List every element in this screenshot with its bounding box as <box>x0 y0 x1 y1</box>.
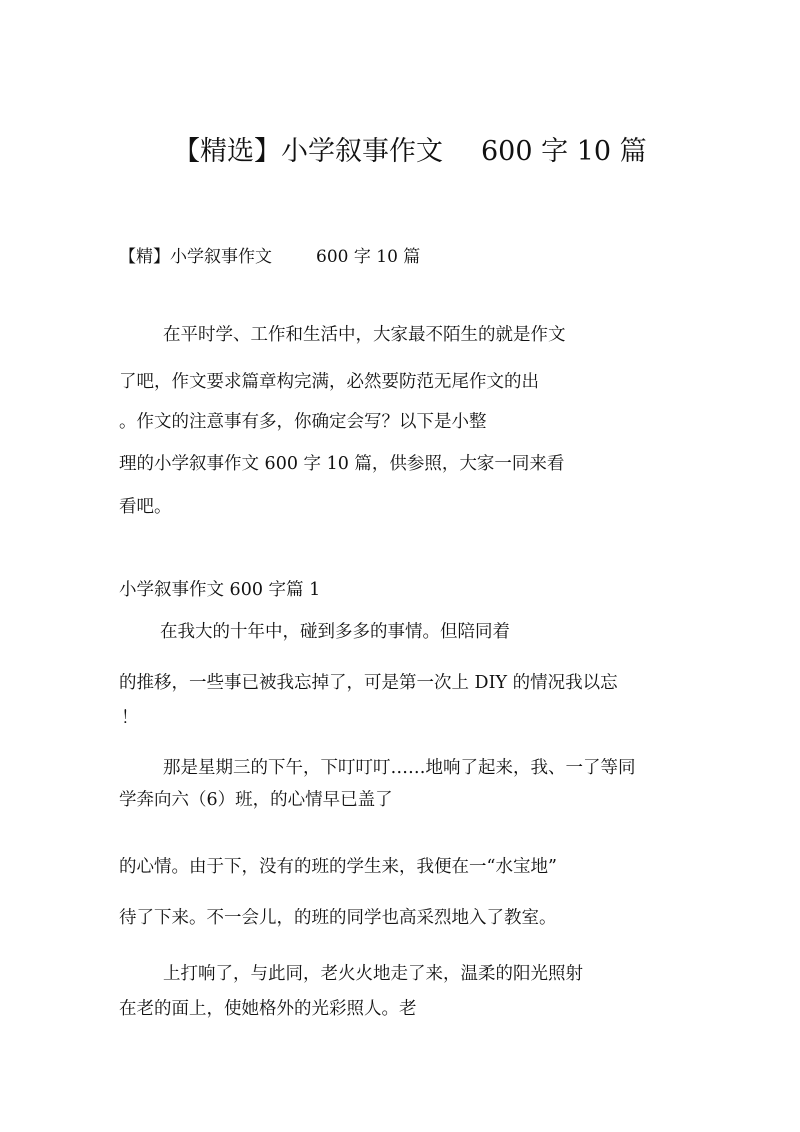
story-line: 在我大的十年中，碰到多多的事情。但陪同着 <box>160 622 510 642</box>
subtitle-text: 【精】小学叙事作文 <box>119 247 272 267</box>
story-line: ！ <box>121 708 139 728</box>
title-text: 【精选】小学叙事作文 <box>173 136 443 167</box>
intro-line: 在平时学、工作和生活中，大家最不陌生的就是作文 <box>163 325 566 345</box>
story-line: 的心情。由于下，没有的班的学生来，我便在一“水宝地” <box>119 857 557 877</box>
section-heading: 小学叙事作文 600 字篇 1 <box>119 580 321 600</box>
story-line: 上打响了，与此同，老火火地走了来，温柔的阳光照射 <box>163 964 583 984</box>
story-line: 的推移，一些事已被我忘掉了，可是第一次上 DIY 的情况我以忘 <box>119 673 618 693</box>
subtitle-count: 600 字 10 篇 <box>316 247 421 267</box>
document-title <box>173 138 647 165</box>
intro-line: 了吧，作文要求篇章构完满，必然要防范无尾作文的出 <box>119 372 539 392</box>
intro-line: 理的小学叙事作文 600 字 10 篇，供参照，大家一同来看 <box>119 454 565 474</box>
story-line: 那是星期三的下午，下叮叮叮……地响了起来，我、一了等同 <box>163 758 636 778</box>
intro-line: 。作文的注意事有多，你确定会写？以下是小整 <box>119 412 487 432</box>
document-subtitle <box>119 249 420 266</box>
title-count: 600 字 10 篇 <box>481 136 647 167</box>
story-line: 学奔向六（6）班，的心情早已盖了 <box>119 790 393 810</box>
story-line: 在老的面上，使她格外的光彩照人。老 <box>119 999 417 1019</box>
story-line: 待了下来。不一会儿，的班的同学也高采烈地入了教室。 <box>119 908 557 928</box>
intro-line: 看吧。 <box>119 497 172 517</box>
